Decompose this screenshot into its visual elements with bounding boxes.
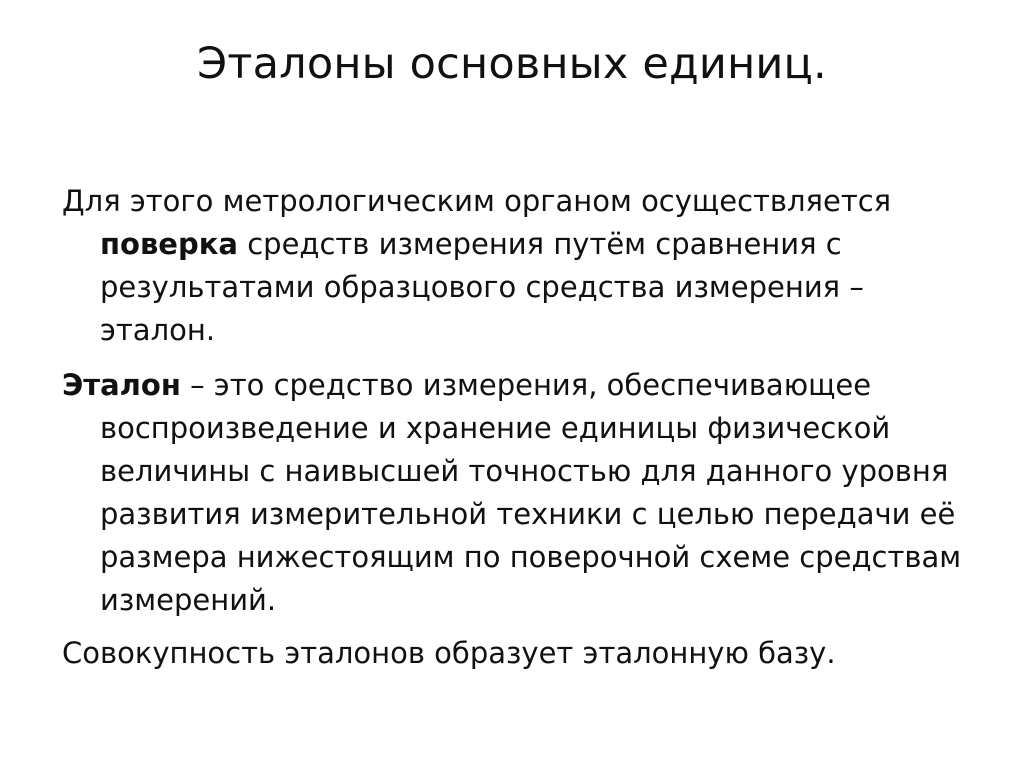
paragraph-verification-text-start: Для этого метрологическим органом осуществляется — [62, 184, 892, 218]
slide-title: Эталоны основных единиц. — [197, 39, 827, 89]
term-poverka: поверка — [100, 227, 238, 261]
paragraph-standard-definition-text: – это средство измерения, обеспечивающее воспроизведение и хранение единицы физической величины с наивысшей точностью для данного уровня развития измерительной техники с целью передачи её размера нижестоящим по поверочной схеме средствам измерений. — [100, 368, 962, 617]
paragraph-verification-text-end: средств измерения путём сравнения с результатами образцового средства измерения – эталон. — [100, 227, 864, 347]
slide-content — [62, 180, 982, 687]
paragraph-standard-definition — [62, 364, 982, 622]
paragraph-verification — [62, 180, 982, 352]
term-etalon: Эталон — [62, 368, 181, 402]
paragraph-standard-base: Совокупность эталонов образует эталонную базу. — [62, 636, 836, 670]
